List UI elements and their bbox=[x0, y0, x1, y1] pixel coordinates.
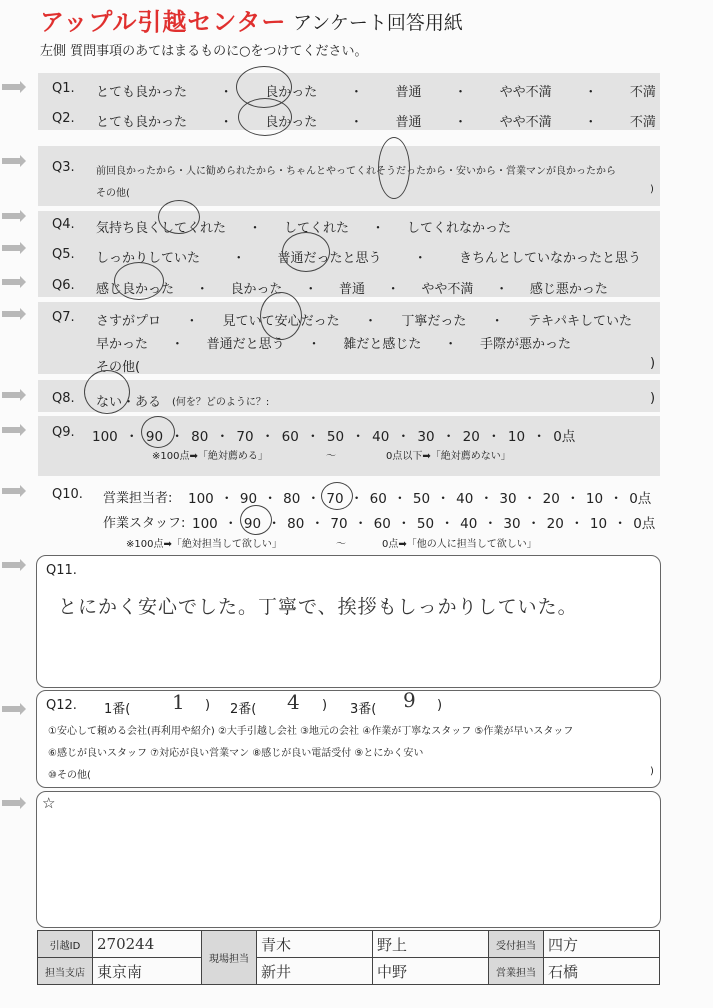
q5-option[interactable]: 普通だったと思う bbox=[277, 251, 382, 266]
q4-option[interactable]: 気持ち良くしてくれた bbox=[96, 221, 227, 236]
q10-sales-answer-circle bbox=[321, 482, 353, 510]
q7-option[interactable]: 手際が悪かった bbox=[479, 337, 571, 352]
q7-options-row2: 早かった ・ 普通だと思う ・ 雑だと感じた ・ 手際が悪かった bbox=[96, 333, 571, 352]
q4-answer-circle bbox=[158, 200, 200, 234]
site-staff-label: 現場担当 bbox=[202, 931, 257, 985]
q8-options[interactable]: ない・ある bbox=[96, 395, 162, 410]
q1-options: とても良かった ・ 良かった ・ 普通 ・ やや不満 ・ 不満 bbox=[96, 81, 656, 100]
q12-second-close: ) bbox=[322, 698, 328, 713]
instruction-text: 左側 質問事項のあてはまるものに○をつけてください。 bbox=[40, 44, 368, 59]
q7-other: その他( bbox=[96, 360, 141, 375]
q3-answer-circle bbox=[378, 137, 410, 199]
q10-sales-scale[interactable]: 100 ・ 90 ・ 80 ・ 70 ・ 60 ・ 50 ・ 40 ・ 30 ・ 20 ・ 10 ・ 0点 bbox=[188, 491, 652, 507]
q5-answer-circle bbox=[282, 232, 330, 272]
site-staff-value: 青木 bbox=[257, 931, 373, 958]
q12-first-label: 1番( bbox=[104, 702, 131, 717]
q7-options-row1: さすがプロ ・ 見ていて安心だった ・ 丁寧だった ・ テキパキしていた bbox=[96, 310, 632, 329]
q8-label: Q8. bbox=[52, 391, 75, 406]
q10-note-right: 0点➡「他の人に担当して欲しい」 bbox=[382, 539, 537, 550]
reception-staff-value: 四方 bbox=[544, 931, 660, 958]
q3-label: Q3. bbox=[52, 160, 75, 175]
sales-staff-label: 営業担当 bbox=[489, 958, 544, 985]
q1-option[interactable]: とても良かった bbox=[96, 85, 188, 100]
margin-arrow-icon bbox=[2, 279, 20, 285]
sales-staff-value: 石橋 bbox=[544, 958, 660, 985]
q11-answer-box[interactable] bbox=[36, 555, 661, 688]
q12-third-value[interactable]: 9 bbox=[403, 688, 416, 712]
q12-first-close: ) bbox=[205, 698, 211, 713]
q10-tilde: 〜 bbox=[336, 539, 346, 550]
q9-note-right: 0点以下➡「絶対薦めない」 bbox=[386, 451, 511, 462]
q7-answer-circle bbox=[260, 292, 302, 340]
q4-options: 気持ち良くしてくれた ・ してくれた ・ してくれなかった bbox=[96, 217, 511, 236]
q4-label: Q4. bbox=[52, 217, 75, 232]
q8-close: ) bbox=[650, 391, 656, 406]
q7-option[interactable]: さすがプロ bbox=[96, 314, 162, 329]
q2-option[interactable]: 不満 bbox=[629, 115, 656, 130]
q7-option[interactable]: 見ていて安心だった bbox=[222, 314, 340, 329]
q11-label: Q11. bbox=[46, 563, 77, 578]
margin-arrow-icon bbox=[2, 800, 20, 806]
comment-box[interactable] bbox=[36, 791, 661, 928]
site-staff-value: 新井 bbox=[257, 958, 373, 985]
q6-option[interactable]: 良かった bbox=[230, 282, 283, 297]
q7-option[interactable]: 雑だと感じた bbox=[343, 337, 422, 352]
q7-option[interactable]: 普通だと思う bbox=[206, 337, 285, 352]
q6-option[interactable]: 感じ良かった bbox=[96, 282, 175, 297]
q12-options-line3-close: ) bbox=[650, 766, 654, 777]
q12-label: Q12. bbox=[46, 698, 77, 713]
q10-staff-label: 作業スタッフ: bbox=[103, 516, 186, 531]
q1-option[interactable]: 普通 bbox=[395, 85, 422, 100]
q2-option[interactable]: 良かった bbox=[265, 115, 318, 130]
margin-arrow-icon bbox=[2, 84, 20, 90]
q5-label: Q5. bbox=[52, 247, 75, 262]
branch-value: 東京南 bbox=[93, 958, 202, 985]
q6-options: 感じ良かった ・ 良かった ・ 普通 ・ やや不満 ・ 感じ悪かった bbox=[96, 278, 608, 297]
q2-options: とても良かった ・ 良かった ・ 普通 ・ やや不満 ・ 不満 bbox=[96, 111, 656, 130]
q5-option[interactable]: きちんとしていなかったと思う bbox=[458, 251, 641, 266]
q1-option[interactable]: やや不満 bbox=[499, 85, 552, 100]
q12-third-label: 3番( bbox=[350, 702, 377, 717]
q12-options-line3: ⑩その他( bbox=[48, 770, 91, 781]
q9-scale[interactable]: 100 ・ 90 ・ 80 ・ 70 ・ 60 ・ 50 ・ 40 ・ 30 ・ 20 ・ 10 ・ 0点 bbox=[92, 429, 576, 445]
q3-other: その他( bbox=[96, 188, 130, 199]
q6-option[interactable]: 普通 bbox=[338, 282, 365, 297]
margin-arrow-icon bbox=[2, 427, 20, 433]
q4-option[interactable]: してくれなかった bbox=[406, 221, 511, 236]
star-icon: ☆ bbox=[42, 794, 56, 812]
q6-option[interactable]: 感じ悪かった bbox=[529, 282, 608, 297]
margin-arrow-icon bbox=[2, 392, 20, 398]
margin-arrow-icon bbox=[2, 158, 20, 164]
q9-label: Q9. bbox=[52, 425, 75, 440]
q2-option[interactable]: 普通 bbox=[395, 115, 422, 130]
q9-answer-circle bbox=[141, 416, 175, 448]
margin-arrow-icon bbox=[2, 562, 20, 568]
margin-arrow-icon bbox=[2, 488, 20, 494]
move-id-value: 270244 bbox=[93, 931, 202, 958]
q12-options-line1: ①安心して頼める会社(再利用や紹介) ②大手引越し会社 ③地元の会社 ④作業が丁寧なスタッフ ⑤作業が早いスタッフ bbox=[48, 726, 574, 737]
q6-option[interactable]: やや不満 bbox=[421, 282, 474, 297]
q11-handwritten-answer: とにかく安心でした。丁寧で、挨拶もしっかりしていた。 bbox=[58, 596, 578, 618]
margin-arrow-icon bbox=[2, 245, 20, 251]
form-subtitle: アンケート回答用紙 bbox=[293, 12, 463, 34]
brand-title: アップル引越センター bbox=[40, 8, 287, 36]
q2-label: Q2. bbox=[52, 111, 75, 126]
move-id-label: 引越ID bbox=[38, 931, 93, 958]
margin-arrow-icon bbox=[2, 213, 20, 219]
q8-note: (何を？どのように？: bbox=[172, 397, 270, 408]
q10-label: Q10. bbox=[52, 487, 83, 502]
q1-label: Q1. bbox=[52, 81, 75, 96]
q2-option[interactable]: とても良かった bbox=[96, 115, 188, 130]
q7-option[interactable]: 早かった bbox=[96, 337, 149, 352]
q3-other-close: ) bbox=[650, 184, 654, 195]
q12-second-label: 2番( bbox=[230, 702, 257, 717]
q12-second-value[interactable]: 4 bbox=[287, 690, 300, 714]
q5-option[interactable]: しっかりしていた bbox=[96, 251, 201, 266]
q3-options: 前回良かったから・人に勧められたから・ちゃんとやってくれそうだったから・安いから・営業マンが良かったから bbox=[96, 166, 616, 177]
branch-label: 担当支店 bbox=[38, 958, 93, 985]
q10-note-left: ※100点➡「絶対担当して欲しい」 bbox=[126, 539, 282, 550]
reception-staff-label: 受付担当 bbox=[489, 931, 544, 958]
site-staff-value: 野上 bbox=[373, 931, 489, 958]
q1-option[interactable]: 良かった bbox=[265, 85, 318, 100]
q6-label: Q6. bbox=[52, 278, 75, 293]
q1-option[interactable]: 不満 bbox=[629, 85, 656, 100]
q7-other-close: ) bbox=[650, 356, 656, 371]
q2-option[interactable]: やや不満 bbox=[499, 115, 552, 130]
q12-third-close: ) bbox=[437, 698, 443, 713]
q9-tilde: 〜 bbox=[326, 451, 336, 462]
q8-answer-circle bbox=[84, 370, 130, 414]
q4-option[interactable]: してくれた bbox=[283, 221, 349, 236]
staff-info-table bbox=[37, 930, 660, 985]
q5-options: しっかりしていた ・ 普通だったと思う ・ きちんとしていなかったと思う bbox=[96, 247, 641, 266]
q10-staff-answer-circle bbox=[240, 505, 272, 535]
margin-arrow-icon bbox=[2, 706, 20, 712]
q7-label: Q7. bbox=[52, 310, 75, 325]
q6-answer-circle bbox=[114, 262, 164, 300]
q10-sales-label: 営業担当者: bbox=[103, 491, 173, 506]
q2-answer-circle bbox=[238, 98, 292, 136]
q9-note-left: ※100点➡「絶対薦める」 bbox=[152, 451, 268, 462]
q7-option[interactable]: 丁寧だった bbox=[401, 314, 467, 329]
q10-staff-scale[interactable]: 100 ・ 90 ・ 80 ・ 70 ・ 60 ・ 50 ・ 40 ・ 30 ・ 20 ・ 10 ・ 0点 bbox=[192, 516, 656, 532]
margin-arrow-icon bbox=[2, 311, 20, 317]
q7-option[interactable]: テキパキしていた bbox=[527, 314, 632, 329]
site-staff-value: 中野 bbox=[373, 958, 489, 985]
q12-first-value[interactable]: 1 bbox=[172, 690, 185, 714]
q12-options-line2: ⑥感じが良いスタッフ ⑦対応が良い営業マン ⑧感じが良い電話受付 ⑨とにかく安い bbox=[48, 748, 424, 759]
